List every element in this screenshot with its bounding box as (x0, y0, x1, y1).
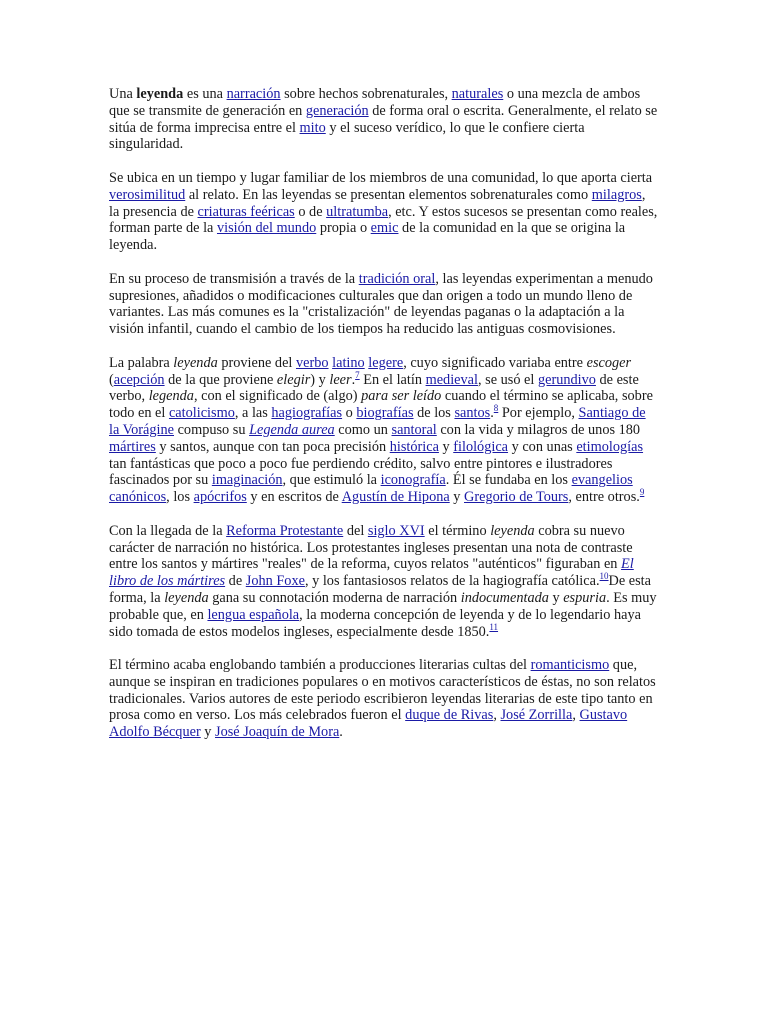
link-santoral[interactable]: santoral (391, 421, 437, 438)
text-run: gana su connotación moderna de narración (208, 589, 461, 606)
text-run: . Es muy probable que, en (109, 589, 657, 623)
link-martires[interactable]: mártires (109, 438, 156, 455)
text-run: , entre otros. (568, 489, 640, 506)
link-iconografia[interactable]: iconografía (380, 472, 446, 489)
paragraph (109, 86, 659, 153)
link-duque-de-rivas[interactable]: duque de Rivas (405, 707, 494, 724)
text-run: como un (334, 421, 392, 438)
text-run: , (493, 707, 501, 724)
link-narracion[interactable]: narración (226, 86, 281, 102)
text-run: al relato. En las leyendas se presentan elementos sobrenaturales como (185, 186, 592, 203)
italic-term: espuria (563, 589, 607, 606)
text-run: o (342, 405, 357, 422)
text-run: y en escritos de (246, 489, 342, 506)
link-legere[interactable]: legere (368, 354, 404, 371)
text-run: ) y (310, 371, 330, 388)
link-etimologias[interactable]: etimologías (576, 438, 644, 455)
text-run: y santos, aunque con tan poca precisión (155, 438, 390, 455)
footnote-ref[interactable] (489, 622, 498, 632)
footnote-link-7[interactable]: 7 (355, 369, 360, 380)
link-naturales[interactable]: naturales (451, 86, 504, 102)
text-run: Se ubica en un tiempo y lugar familiar de los miembros de una comunidad, lo que aporta cierta (109, 169, 653, 186)
text-run: De esta forma, la (109, 573, 652, 606)
link-catolicismo[interactable]: catolicismo (168, 405, 235, 422)
text-run: cobra su nuevo carácter de narración no histórica. Los protestantes ingleses presentan una nota de contraste entre los santos y mártires "reales" de la reforma, cuyos relatos "auténticos" figuraban en (109, 522, 633, 573)
link-jose-zorrilla[interactable]: José Zorrilla (500, 707, 573, 724)
text-run: , los (166, 489, 194, 506)
paragraph (109, 355, 659, 506)
link-siglo-xvi[interactable]: siglo XVI (367, 522, 425, 539)
text-run: . (339, 724, 343, 741)
text-run: con la vida y milagros de unos 180 (436, 421, 641, 438)
link-legenda-aurea[interactable]: Legenda aurea (249, 421, 335, 438)
text-run: y (449, 489, 465, 506)
text-run: compuso su (174, 421, 250, 438)
text-run: proviene del (217, 354, 296, 371)
text-run: de la comunidad en la que se origina la leyenda. (109, 220, 626, 254)
paragraph (109, 657, 659, 741)
footnote-ref[interactable] (600, 571, 609, 581)
link-hagiografias[interactable]: hagiografías (271, 405, 343, 422)
text-run: tan fantásticas que poco a poco fue perdiendo crédito, salvo entre pintores e ilustradores fascinados por su (109, 455, 613, 489)
link-historica[interactable]: histórica (389, 438, 439, 455)
document-body (109, 86, 659, 758)
link-reforma-protestante[interactable]: Reforma Protestante (226, 522, 344, 539)
text-run: , (572, 707, 580, 724)
text-run: , etc. Y estos sucesos se presentan como reales, forman parte de la (109, 203, 658, 237)
text-run: Con la llegada de la (109, 522, 227, 539)
text-run: de forma oral o escrita. Generalmente, el relato se sitúa de forma imprecisa entre el (109, 102, 658, 136)
text-run: , a las (234, 405, 272, 422)
text-run: ( (109, 371, 114, 388)
paragraph (109, 170, 659, 254)
italic-term: leyenda (173, 354, 218, 371)
link-imaginacion[interactable]: imaginación (211, 472, 283, 489)
link-santiago-de-la-voragine[interactable]: Santiago de la Vorágine (109, 405, 646, 438)
paragraph (109, 271, 659, 338)
link-generacion[interactable]: generación (305, 102, 369, 119)
text-run: , que estimuló la (282, 472, 381, 489)
text-run: , la moderna concepción de leyenda y de lo legendario haya sido tomada de estos modelos ingleses, especialmente desde 1850. (109, 606, 641, 640)
text-run: . (490, 405, 494, 422)
text-run: En su proceso de transmisión a través de la (109, 270, 359, 287)
link-el-libro-de-los-martires[interactable]: El libro de los mártires (109, 556, 634, 590)
link-latino[interactable]: latino (332, 354, 365, 371)
link-verbo[interactable]: verbo (295, 354, 329, 371)
text-run: Por ejemplo, (498, 405, 579, 422)
text-run: cuando el término se aplicaba, sobre todo en el (109, 388, 653, 422)
text-run: o de (294, 203, 327, 220)
link-filologica[interactable]: filológica (453, 438, 509, 455)
footnote-ref[interactable] (640, 487, 645, 497)
text-run: o una mezcla de ambos que se transmite de generación en (109, 86, 641, 119)
link-mito[interactable]: mito (299, 119, 326, 136)
bold-term: leyenda (136, 86, 184, 102)
link-gerundivo[interactable]: gerundivo (537, 371, 596, 388)
text-run: de este verbo, (109, 371, 639, 405)
text-run: y el suceso verídico, lo que le confiere cierta singularidad. (109, 119, 585, 153)
text-run: . (351, 371, 356, 388)
text-run: es una (183, 86, 227, 102)
text-run: , la presencia de (109, 186, 646, 220)
italic-term: indocumentada (460, 589, 549, 606)
italic-term: leer (329, 371, 352, 388)
text-run: , cuyo significado variaba entre (403, 354, 587, 371)
link-biografias[interactable]: biografías (356, 405, 414, 422)
text-run: y (438, 438, 454, 455)
text-run: y (548, 589, 564, 606)
link-evangelios-canonicos[interactable]: evangelios canónicos (109, 472, 633, 506)
footnote-link-9[interactable]: 9 (639, 487, 645, 498)
text-run: , y los fantasiosos relatos de la hagiografía católica. (304, 573, 600, 590)
text-run: , las leyendas experimentan a menudo supresiones, añadidos o modificaciones culturales que dan origen a todo un mundo lleno de variantes. Las más comunes es la "cristalización" de leyendas paganas o la adaptación a la visión infantil, cuando el cambio de los tiempos ha reducido las antiguas cosmovisiones. (109, 270, 653, 338)
italic-term: para ser leído (361, 388, 442, 405)
link-gregorio-de-tours[interactable]: Gregorio de Tours (464, 489, 569, 506)
link-emic[interactable]: emic (370, 220, 399, 237)
text-run: La palabra (109, 354, 174, 371)
text-run: propia o (316, 220, 371, 237)
link-apocrifos[interactable]: apócrifos (193, 489, 247, 506)
italic-term: elegir (276, 371, 311, 388)
link-jose-joaquin-de-mora[interactable]: José Joaquín de Mora (215, 724, 340, 741)
footnote-link-10[interactable]: 10 (599, 571, 609, 582)
link-lengua-espanola[interactable]: lengua española (207, 606, 300, 623)
link-santos[interactable]: santos (454, 405, 491, 422)
text-run: Una (109, 86, 137, 102)
link-vision-del-mundo[interactable]: visión del mundo (216, 220, 317, 237)
link-romanticismo[interactable]: romanticismo (530, 657, 610, 674)
text-run: sobre hechos sobrenaturales, (280, 86, 452, 102)
text-run: , con el significado de (algo) (193, 388, 362, 405)
link-john-foxe[interactable]: John Foxe (245, 573, 305, 590)
text-run: En el latín (359, 371, 426, 388)
paragraph (109, 523, 659, 641)
text-run: de la que proviene (164, 371, 277, 388)
text-run: y con unas (508, 438, 577, 455)
link-ultratumba[interactable]: ultratumba (326, 203, 389, 220)
link-medieval[interactable]: medieval (425, 371, 478, 388)
text-run: que, aunque se inspiran en tradiciones populares o en motivos característicos de éstas, no son relatos tradicionales. Varios autores de este periodo escribieron leyendas literarias de este tipo tanto en prosa como en verso. Los más celebrados fueron el (109, 657, 656, 724)
link-gustavo-adolfo-becquer[interactable]: Gustavo Adolfo Bécquer (109, 707, 628, 741)
text-run: el término (424, 522, 491, 539)
text-run: El término acaba englobando también a producciones literarias cultas del (109, 657, 531, 674)
footnote-link-11[interactable]: 11 (489, 621, 499, 632)
italic-term: leyenda (164, 589, 209, 606)
italic-term: escoger (586, 354, 632, 371)
text-run: , se usó el (477, 371, 538, 388)
text-run: . Él se fundaba en los (445, 472, 572, 489)
text-run: y (200, 724, 216, 741)
link-acepcion[interactable]: acepción (113, 371, 165, 388)
italic-term: leyenda (490, 522, 535, 539)
text-run: de los (413, 405, 455, 422)
italic-term: legenda (148, 388, 194, 405)
text-run: del (343, 522, 368, 539)
footnote-link-8[interactable]: 8 (493, 403, 499, 414)
link-tradicion-oral[interactable]: tradición oral (358, 270, 436, 287)
link-agustin-de-hipona[interactable]: Agustín de Hipona (341, 489, 450, 506)
link-verosimilitud[interactable]: verosimilitud (109, 186, 186, 203)
text-run: de (225, 573, 246, 590)
link-criaturas-fericas[interactable]: criaturas feéricas (197, 203, 295, 220)
link-milagros[interactable]: milagros (591, 186, 642, 203)
